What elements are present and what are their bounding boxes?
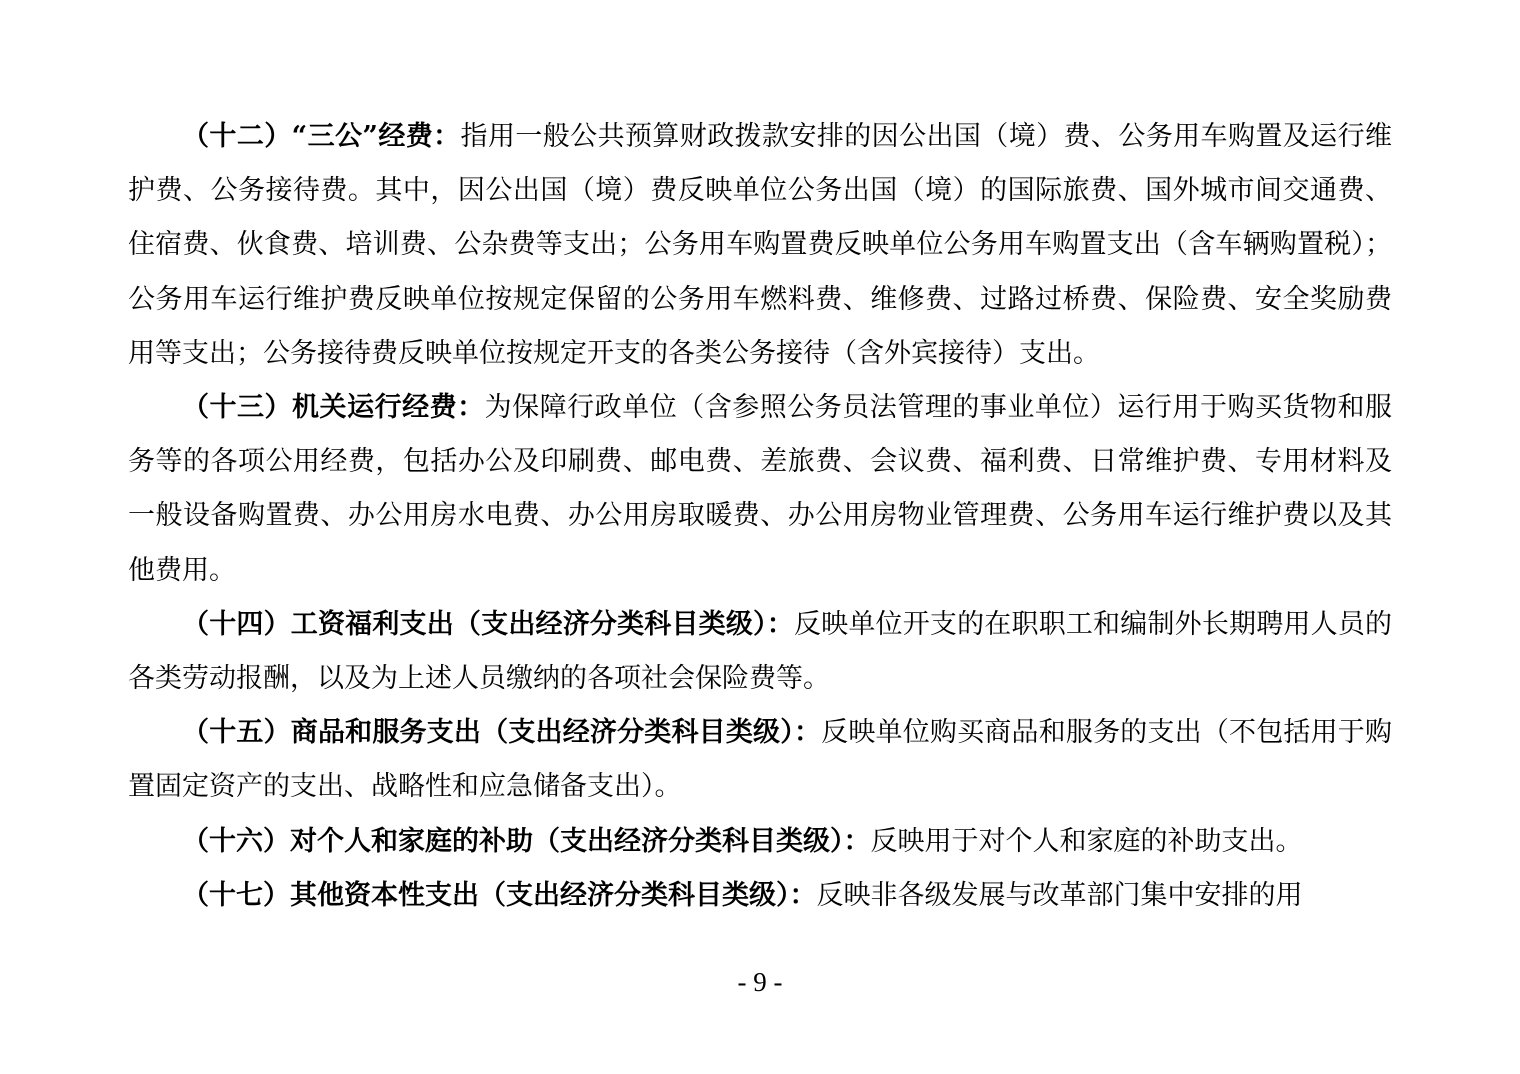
page-number: - 9 - — [737, 967, 783, 997]
term-13: （十三）机关运行经费： — [182, 392, 485, 424]
definition-16: 反映用于对个人和家庭的补助支出。 — [870, 825, 1303, 857]
term-12: （十二）“三公”经费： — [182, 121, 461, 152]
definition-17: 反映非各级发展与改革部门集中安排的用 — [816, 879, 1303, 911]
paragraph-12 — [128, 110, 1392, 381]
definition-13: 为保障行政单位（含参照公务员法管理的事业单位）运行用于购买货物和服务等的各项公用经费，包括办公及印刷费、邮电费、差旅费、会议费、福利费、日常维护费、专用材料及一般设备购置费、办公用房水电费、办公用房取暖费、办公用房物业管理费、公务用车运行维护费以及其他费用。 — [128, 392, 1393, 586]
paragraph-14 — [128, 598, 1392, 706]
definition-15: 反映单位购买商品和服务的支出（不包括用于购置固定资产的支出、战略性和应急储备支出）。 — [128, 717, 1393, 803]
definition-12: 指用一般公共预算财政拨款安排的因公出国（境）费、公务用车购置及运行维护费、公务接待费。其中，因公出国（境）费反映单位公务出国（境）的国际旅费、国外城市间交通费、住宿费、伙食费、培训费、公杂费等支出；公务用车购置费反映单位公务用车购置支出（含车辆购置税）；公务用车运行维护费反映单位按规定保留的公务用车燃料费、维修费、过路过桥费、保险费、安全奖励费用等支出；公务接待费反映单位按规定开支的各类公务接待（含外宾接待）支出。 — [128, 121, 1392, 369]
term-17: （十七）其他资本性支出（支出经济分类科目类级）： — [182, 879, 817, 911]
document-body — [128, 110, 1392, 923]
paragraph-17 — [128, 869, 1392, 923]
paragraph-16 — [128, 815, 1392, 869]
term-16: （十六）对个人和家庭的补助（支出经济分类科目类级）： — [182, 825, 871, 857]
definition-14: 反映单位开支的在职职工和编制外长期聘用人员的各类劳动报酬，以及为上述人员缴纳的各项社会保险费等。 — [128, 608, 1393, 695]
paragraph-15 — [128, 706, 1392, 814]
paragraph-13 — [128, 381, 1392, 598]
term-14: （十四）工资福利支出（支出经济分类科目类级）： — [182, 608, 794, 640]
term-15: （十五）商品和服务支出（支出经济分类科目类级）： — [182, 717, 822, 749]
